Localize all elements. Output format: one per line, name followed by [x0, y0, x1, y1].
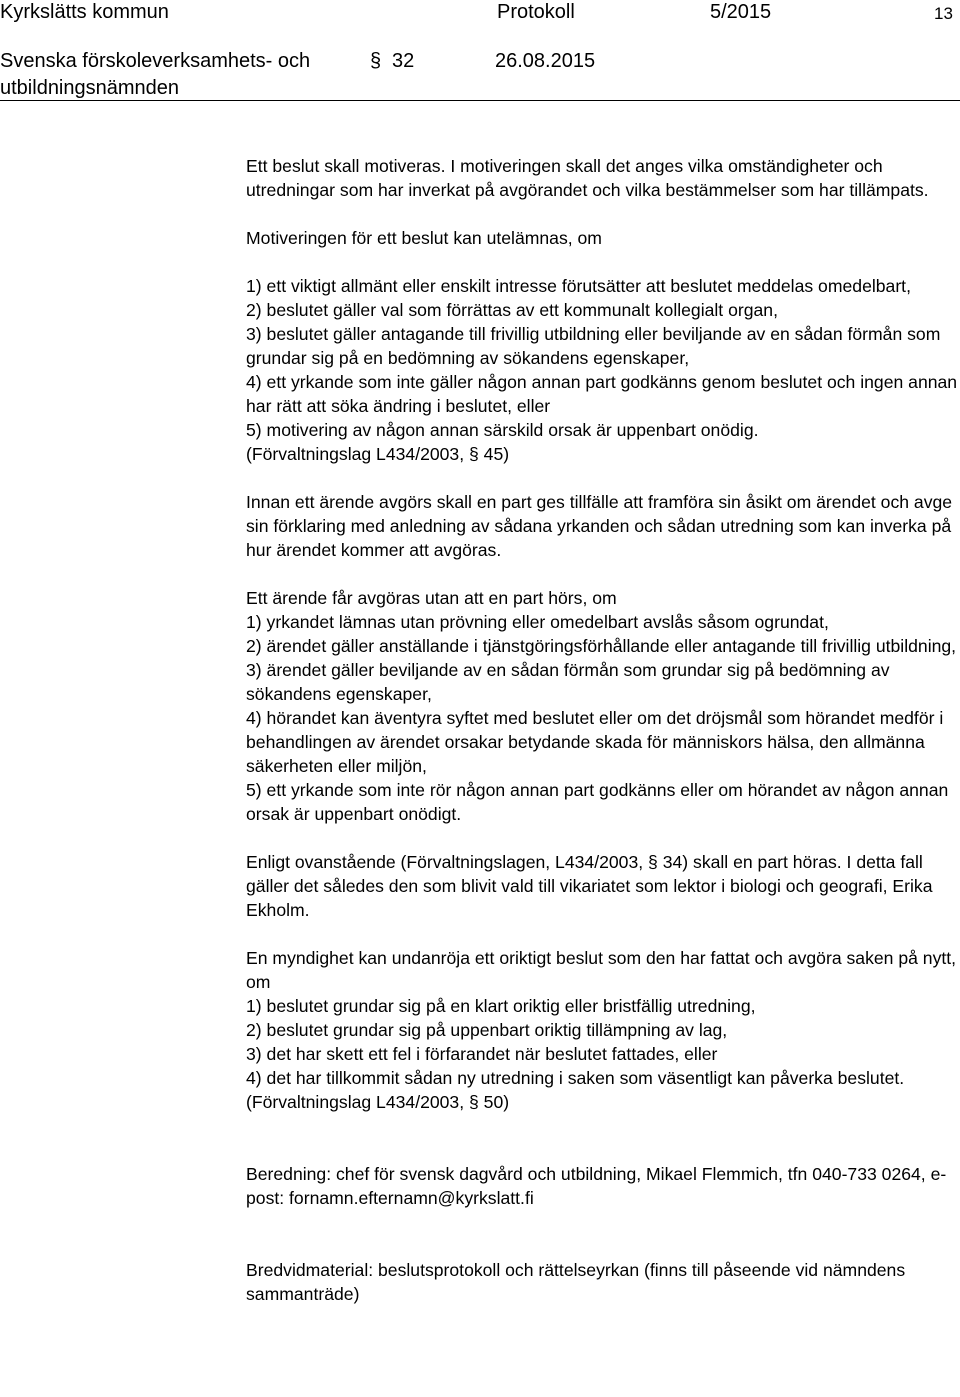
section-symbol-50: § — [469, 1092, 479, 1112]
meeting-date: 26.08.2015 — [495, 50, 596, 72]
paragraph-motivation-exception-intro: Motiveringen för ett beslut kan utelämnas, om — [246, 228, 602, 248]
document-type: Protokoll — [497, 1, 575, 23]
paragraph-hearing-applied — [246, 850, 960, 922]
paragraph-attachments: Bredvidmaterial: beslutsprotokoll och rättelseyrkan (finns till påseende vid nämndens sammanträde) — [246, 1260, 906, 1304]
annulment-text: En myndighet kan undanröja ett oriktigt beslut som den har fattat och avgöra saken på nytt, om 1) beslutet grundar sig på en klart oriktig eller bristfällig utredning, 2) beslutet grundar sig på uppenbart oriktig tillämpning av lag, 3) det har skett ett fel i förfarandet när beslutet fattades, eller 4) det har tillkommit sådan ny utredning i saken som väsentligt kan påverka beslutet. (Förvaltningslag L434/2003, — [246, 948, 957, 1112]
exception-list-ref-end: 45) — [478, 444, 510, 464]
section-symbol-45: § — [469, 444, 479, 464]
municipality-name: Kyrkslätts kommun — [0, 1, 169, 23]
paragraph-motivation-requirement: Ett beslut skall motiveras. I motiveringen skall det anges vilka omständigheter och utredningar som har inverkat på avgörandet och vilka bestämmelser som har tillämpats. — [246, 156, 929, 200]
header-divider — [0, 100, 960, 101]
protocol-number: 5/2015 — [710, 1, 772, 23]
paragraph-annulment-rule — [246, 946, 960, 1114]
committee-name-line1: Svenska förskoleverksamhets- och — [0, 50, 311, 72]
page-number: 13 — [934, 4, 953, 23]
exception-list-text: 1) ett viktigt allmänt eller enskilt intresse förutsätter att beslutet meddelas omedelbart, 2) beslutet gäller val som förrättas av ett kommunalt kollegialt organ, 3) beslutet gäller antagande till frivillig utbildning eller beviljande av en sådan förmån som grundar sig på en bedömning av sökandens egenskaper, 4) ett yrkande som inte gäller någon annan part godkänns genom beslutet och ingen annan har rätt att söka ändring i beslutet, eller 5) motivering av någon annan särskild orsak är uppenbart onödig. (Förvaltningslag L434/2003, — [246, 276, 958, 464]
paragraph-preparation-contact: Beredning: chef för svensk dagvård och utbildning, Mikael Flemmich, tfn 040-733 0264, e-post: fornamn.efternamn@kyrkslatt.fi — [246, 1164, 947, 1208]
paragraph-hearing-exceptions: Ett ärende får avgöras utan att en part hörs, om 1) yrkandet lämnas utan prövning eller omedelbart avslås såsom ogrundat, 2) ärendet gäller anställande i tjänstgöringsförhållande eller antagande till frivillig utbildning, 3) ärendet gäller beviljande av en sådan förmån som grundar sig på bedömning av sökandens egenskaper, 4) hörandet kan äventyra syftet med beslutet eller om det dröjsmål som hörandet medför i behandlingen av ärendet orsakar betydande skada för människors hälsa, den allmänna säkerheten eller miljön, 5) ett yrkande som inte rör någon annan part godkänns eller om hörandet av någon annan orsak är uppenbart onödigt. — [246, 588, 957, 824]
section-number: 32 — [392, 50, 415, 72]
hearing-applied-text-end: 34) skall en part höras. I detta fall gäller det således den som blivit vald till vikariatet som lektor i biologi och geografi, Erika Ekholm. — [246, 852, 933, 920]
paragraph-hearing-rule: Innan ett ärende avgörs skall en part ges tillfälle att framföra sin åsikt om ärendet och avge sin förklaring med anledning av sådana yrkanden och sådan utredning som kan inverka på hur ärendet kommer att avgöras. — [246, 492, 953, 560]
section-symbol-34: § — [648, 852, 658, 872]
document-body — [246, 154, 960, 1330]
committee-name-line2: utbildningsnämnden — [0, 77, 180, 99]
paragraph-motivation-exception-list — [246, 274, 960, 466]
section-symbol: § — [370, 50, 382, 72]
annulment-ref-end: 50) — [478, 1092, 510, 1112]
hearing-applied-text-start: Enligt ovanstående (Förvaltningslagen, L434/2003, — [246, 852, 649, 872]
